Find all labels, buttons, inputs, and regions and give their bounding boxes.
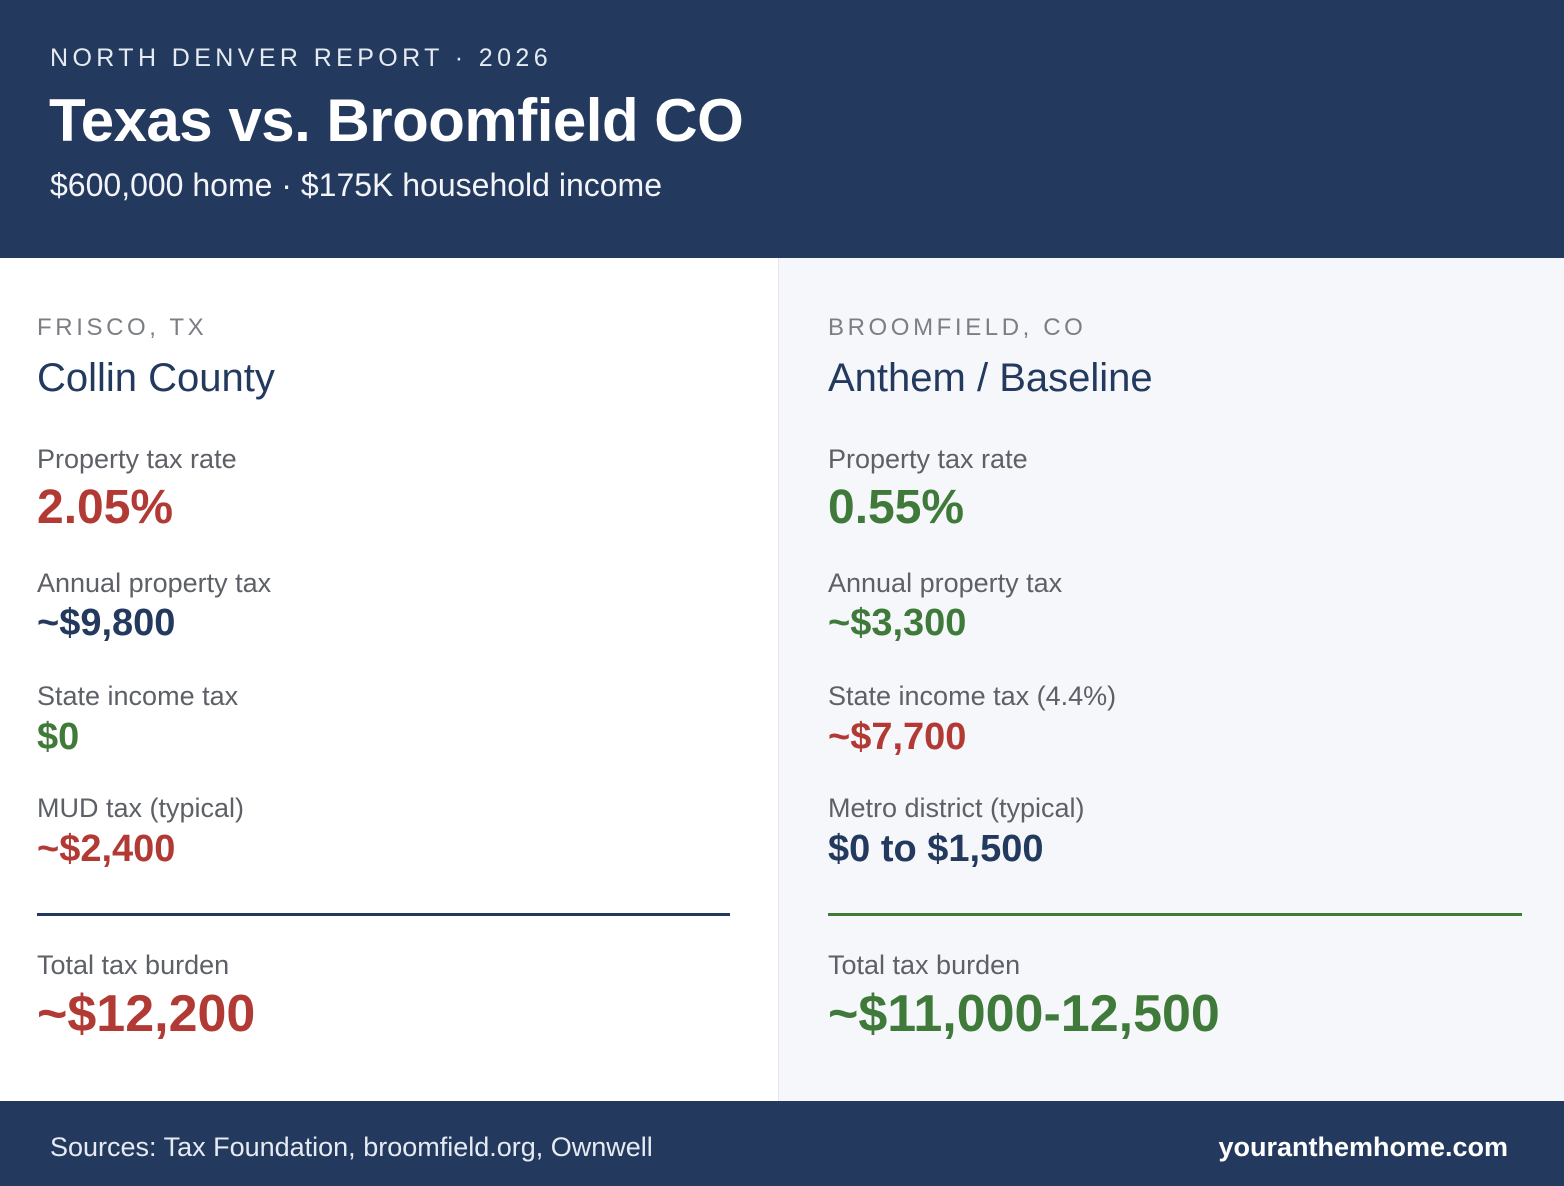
broomfield-column: [779, 258, 1564, 1101]
broomfield-annual-property-tax-label: Annual property tax: [828, 568, 1063, 598]
broomfield-state-income-tax-value: ~$7,700: [828, 716, 967, 758]
texas-mud-tax-label: MUD tax (typical): [37, 793, 245, 823]
texas-mud-tax-value: ~$2,400: [37, 828, 176, 870]
texas-property-tax-rate-label: Property tax rate: [37, 444, 237, 474]
texas-total-label: Total tax burden: [37, 950, 230, 980]
texas-state-income-tax-label: State income tax: [37, 681, 239, 711]
texas-annual-property-tax-value: ~$9,800: [37, 602, 176, 644]
page-subtitle: $600,000 home · $175K household income: [50, 167, 662, 203]
texas-state-income-tax-value: $0: [37, 716, 80, 758]
texas-total-value: ~$12,200: [37, 985, 256, 1043]
broomfield-area: Anthem / Baseline: [828, 356, 1153, 400]
broomfield-location: BROOMFIELD, CO: [828, 314, 1087, 341]
texas-property-tax-rate-value: 2.05%: [37, 481, 174, 534]
texas-divider: [37, 913, 730, 916]
broomfield-state-income-tax-label: State income tax (4.4%): [828, 681, 1117, 711]
report-kicker: NORTH DENVER REPORT · 2026: [50, 44, 553, 72]
texas-annual-property-tax-label: Annual property tax: [37, 568, 272, 598]
texas-column: [0, 258, 779, 1101]
broomfield-metro-district-label: Metro district (typical): [828, 793, 1085, 823]
broomfield-total-label: Total tax burden: [828, 950, 1021, 980]
broomfield-metro-district-value: $0 to $1,500: [828, 828, 1044, 870]
broomfield-divider: [828, 913, 1522, 916]
sources-text: Sources: Tax Foundation, broomfield.org, Ownwell: [50, 1132, 653, 1162]
broomfield-total-value: ~$11,000-12,500: [828, 985, 1220, 1043]
header-banner: [0, 0, 1564, 258]
broomfield-property-tax-rate-label: Property tax rate: [828, 444, 1028, 474]
footer-bar: [0, 1101, 1564, 1186]
texas-area: Collin County: [37, 356, 275, 400]
website-link[interactable]: youranthemhome.com: [1218, 1132, 1508, 1162]
page-title: Texas vs. Broomfield CO: [49, 87, 744, 154]
texas-location: FRISCO, TX: [37, 314, 208, 341]
broomfield-annual-property-tax-value: ~$3,300: [828, 602, 967, 644]
broomfield-property-tax-rate-value: 0.55%: [828, 481, 965, 534]
